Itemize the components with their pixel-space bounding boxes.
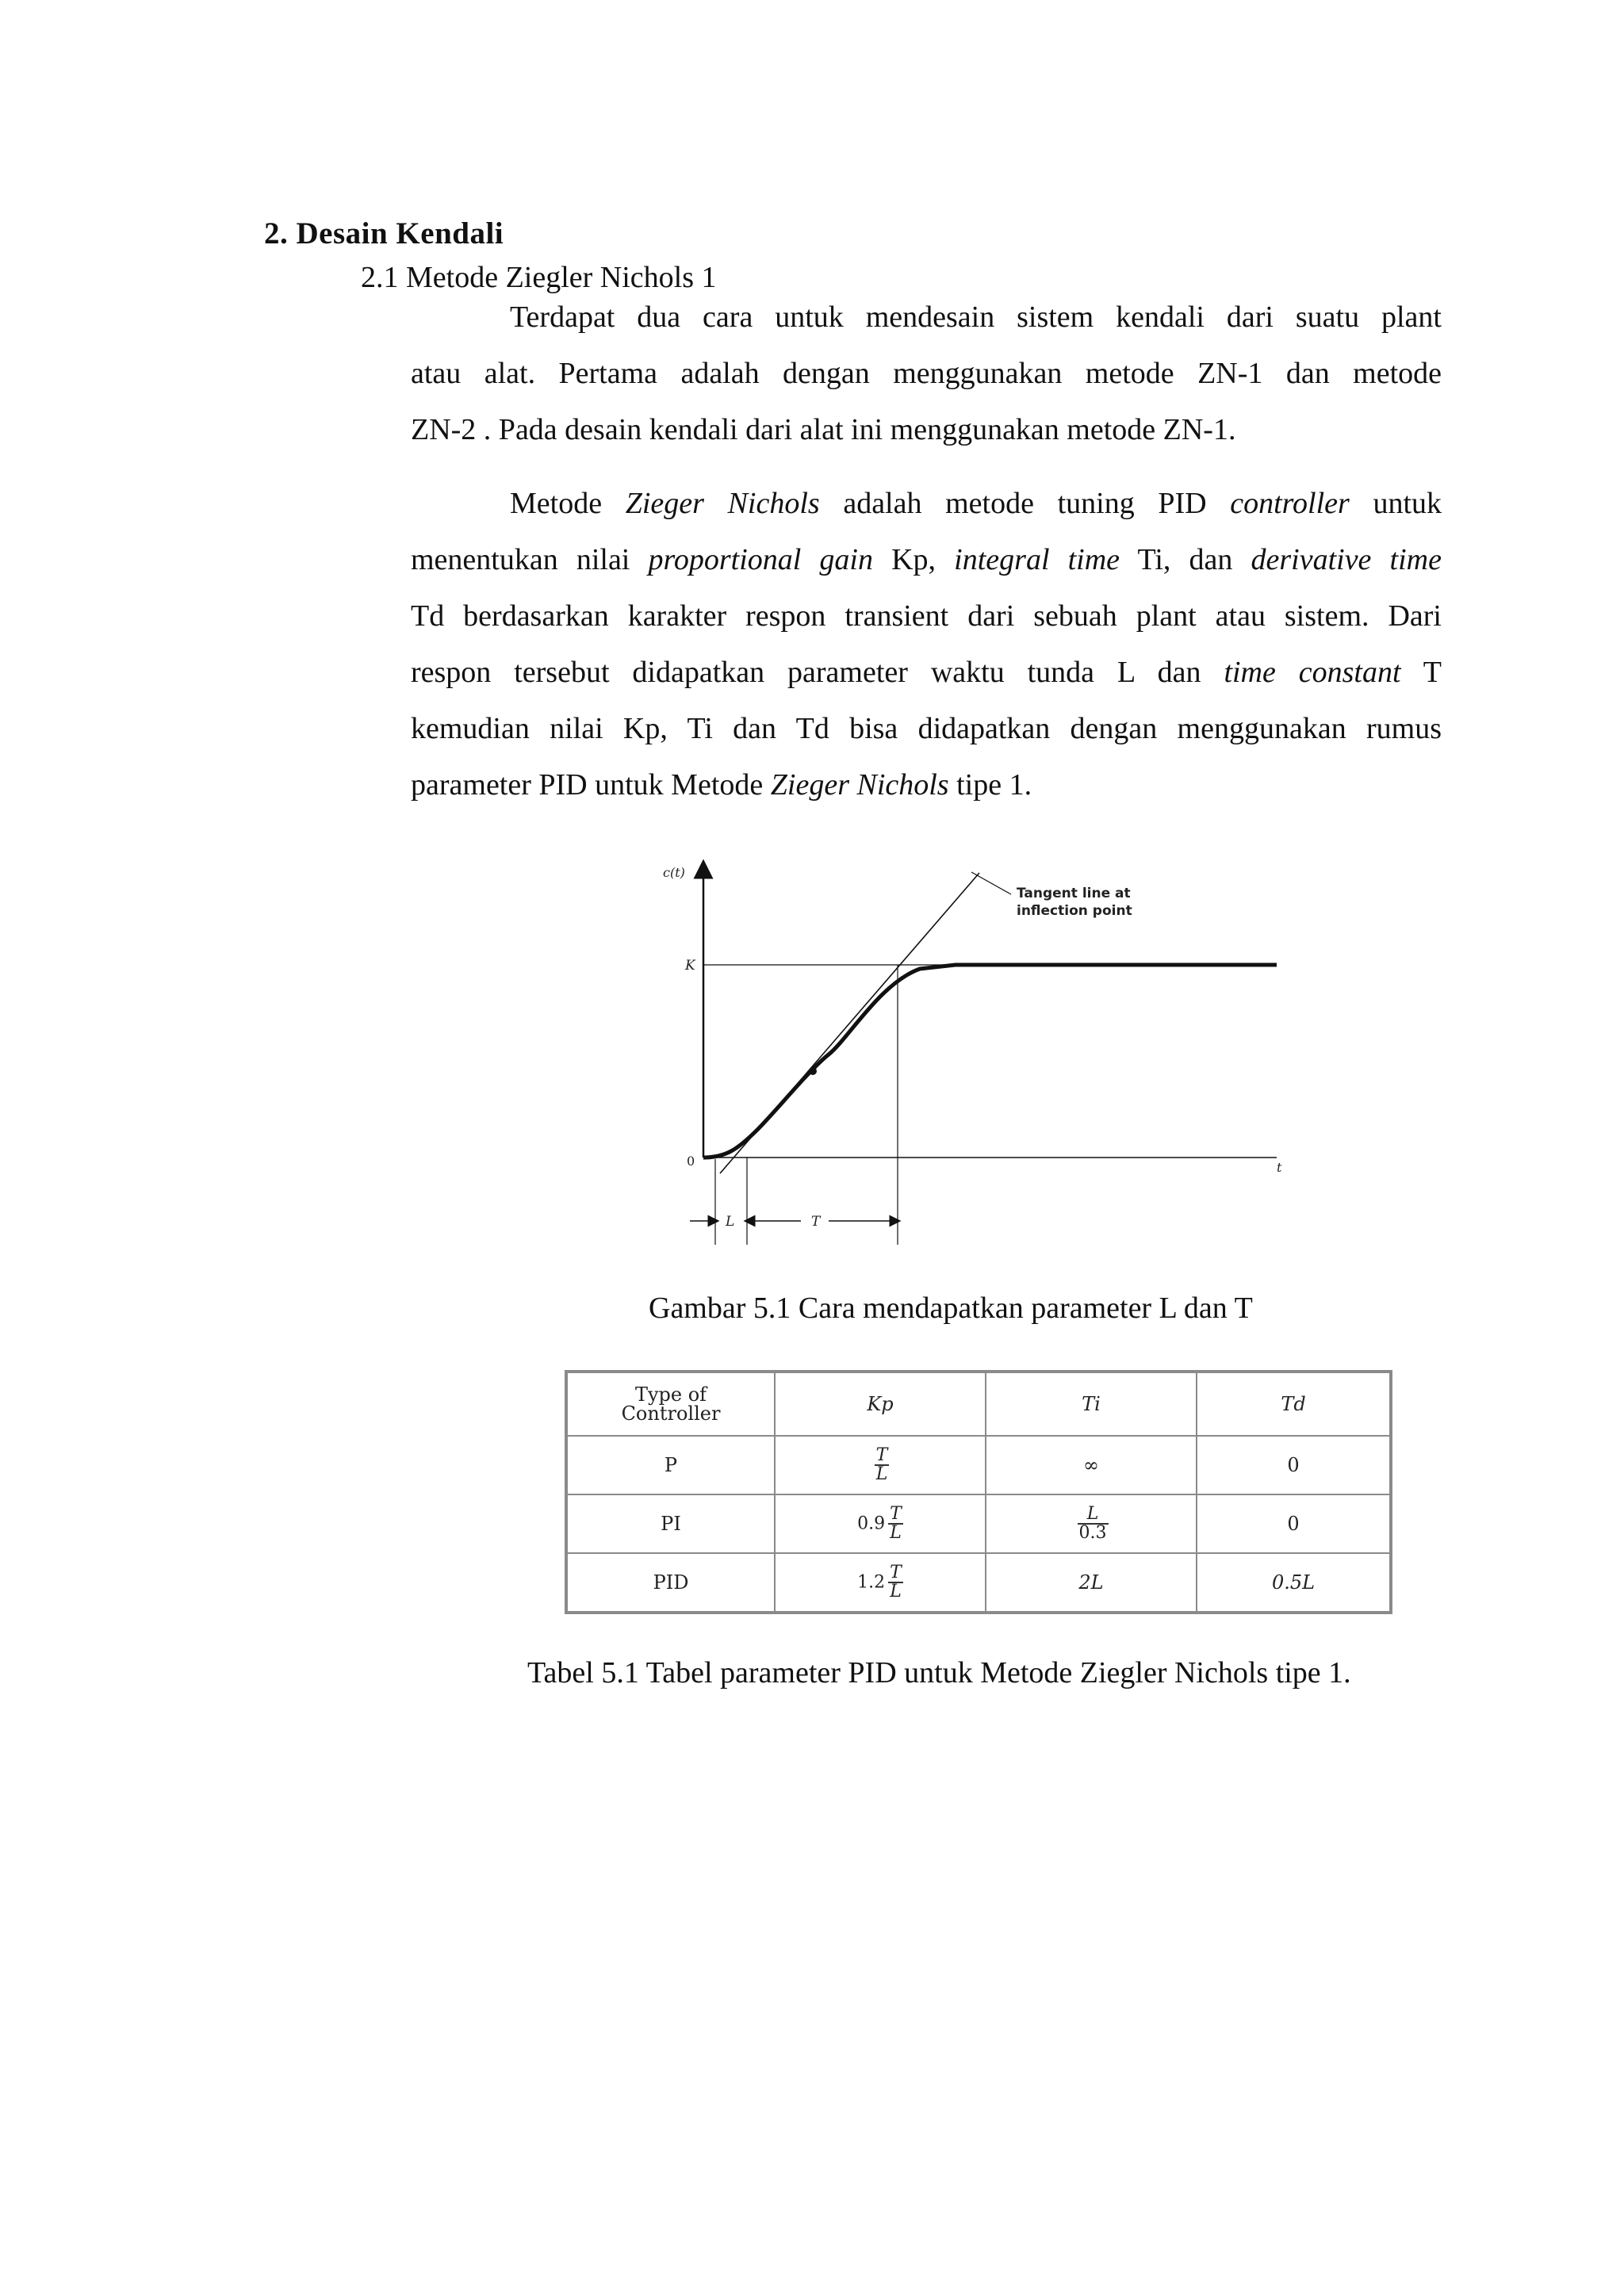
fraction-numerator: T — [890, 1503, 902, 1524]
cell-kp — [775, 1553, 986, 1613]
italic-term: controller — [1230, 487, 1350, 520]
header-ti: Ti — [986, 1372, 1197, 1436]
step-response-figure — [650, 848, 1285, 1261]
fraction-numerator: L — [1086, 1503, 1099, 1524]
step-response-diagram — [650, 848, 1285, 1261]
table-row — [566, 1494, 1391, 1553]
italic-term: time constant — [1224, 656, 1401, 689]
table-row — [566, 1436, 1391, 1494]
subsection-heading: 2.1 Metode Ziegler Nichols 1 — [361, 261, 717, 294]
text-run: Ti, dan — [1120, 543, 1251, 576]
italic-term: Zieger Nichols — [625, 487, 820, 520]
cell-kp — [775, 1494, 986, 1553]
cell-td: 0 — [1197, 1494, 1391, 1553]
italic-term: proportional gain — [648, 543, 873, 576]
header-type — [566, 1372, 775, 1436]
text-run: adalah metode tuning PID — [819, 487, 1231, 520]
fraction-denominator: L — [875, 1464, 890, 1483]
annotation-leader — [971, 872, 1011, 894]
fraction-numerator: T — [890, 1562, 902, 1582]
header-type-line-2: Controller — [621, 1402, 721, 1425]
italic-term: Zieger Nichols — [770, 768, 949, 802]
kp-fraction — [888, 1564, 903, 1601]
text-run: menentukan nilai — [411, 543, 649, 576]
cell-td: 0.5L — [1197, 1553, 1391, 1613]
table-caption: Tabel 5.1 Tabel parameter PID untuk Metode Ziegler Nichols tipe 1. — [527, 1656, 1351, 1689]
kp-fraction — [875, 1447, 890, 1483]
paragraph-2-line — [411, 645, 1442, 701]
paragraph-2-line: Td berdasarkan karakter respon transient dari sebuah plant atau sistem. Dari — [411, 599, 1442, 633]
interval-T-label: T — [811, 1214, 821, 1230]
kp-coefficient: 0.9 — [857, 1513, 886, 1534]
fraction-denominator: L — [888, 1582, 903, 1601]
paragraph-2 — [411, 476, 1442, 813]
header-type-line-1: Type of — [634, 1383, 707, 1406]
cell-ti: 2L — [986, 1553, 1197, 1613]
cell-ti — [986, 1494, 1197, 1553]
cell-td: 0 — [1197, 1436, 1391, 1494]
section-heading: 2. Desain Kendali — [264, 216, 504, 251]
text-run: tipe 1. — [948, 768, 1032, 802]
fraction-denominator: 0.3 — [1078, 1522, 1107, 1543]
zn-table — [565, 1370, 1392, 1614]
x-axis-label: t — [1277, 1160, 1282, 1175]
inflection-point — [809, 1067, 817, 1075]
kp-coefficient: 1.2 — [857, 1572, 886, 1593]
y-axis-label: c(t) — [663, 865, 685, 880]
header-td: Td — [1197, 1372, 1391, 1436]
text-run: Metode — [510, 487, 626, 520]
paragraph-2-line: kemudian nilai Kp, Ti dan Td bisa didapatkan dengan menggunakan rumus — [411, 712, 1442, 745]
figure-caption: Gambar 5.1 Cara mendapatkan parameter L dan T — [649, 1292, 1253, 1325]
table-header-row — [566, 1372, 1391, 1436]
paragraph-2-line — [411, 532, 1442, 588]
text-run: parameter PID untuk Metode — [411, 768, 771, 802]
annotation-text-1: Tangent line at — [1017, 886, 1131, 901]
cell-type: P — [566, 1436, 775, 1494]
text-run: respon tersebut didapatkan parameter waktu tunda L dan — [411, 656, 1224, 689]
italic-term: integral time — [954, 543, 1120, 576]
cell-type: PI — [566, 1494, 775, 1553]
paragraph-1-line: atau alat. Pertama adalah dengan menggunakan metode ZN-1 dan metode — [411, 357, 1442, 390]
paragraph-2-line — [411, 757, 1442, 813]
response-curve — [703, 965, 1277, 1158]
steady-state-label: K — [685, 958, 695, 974]
paragraph-1 — [411, 289, 1442, 458]
cell-kp — [775, 1436, 986, 1494]
zn-parameter-table — [565, 1370, 1392, 1614]
paragraph-1-line: Terdapat dua cara untuk mendesain sistem kendali dari suatu plant — [510, 300, 1442, 334]
table-row — [566, 1553, 1391, 1613]
paragraph-1-line: ZN-2 . Pada desain kendali dari alat ini menggunakan metode ZN-1. — [411, 413, 1236, 446]
ti-fraction — [1078, 1503, 1109, 1543]
paragraph-2-line — [411, 476, 1442, 532]
kp-fraction — [888, 1503, 903, 1543]
cell-ti: ∞ — [986, 1436, 1197, 1494]
annotation-text-2: inflection point — [1017, 903, 1132, 919]
header-kp: Kp — [775, 1372, 986, 1436]
fraction-numerator: T — [875, 1445, 888, 1465]
text-run: untuk — [1349, 487, 1442, 520]
origin-label: 0 — [687, 1154, 695, 1169]
fraction-denominator: L — [888, 1523, 903, 1542]
cell-type: PID — [566, 1553, 775, 1613]
text-run: Kp, — [873, 543, 955, 576]
interval-L-label: L — [726, 1214, 735, 1230]
italic-term: derivative time — [1251, 543, 1442, 576]
text-run: T — [1400, 656, 1442, 689]
